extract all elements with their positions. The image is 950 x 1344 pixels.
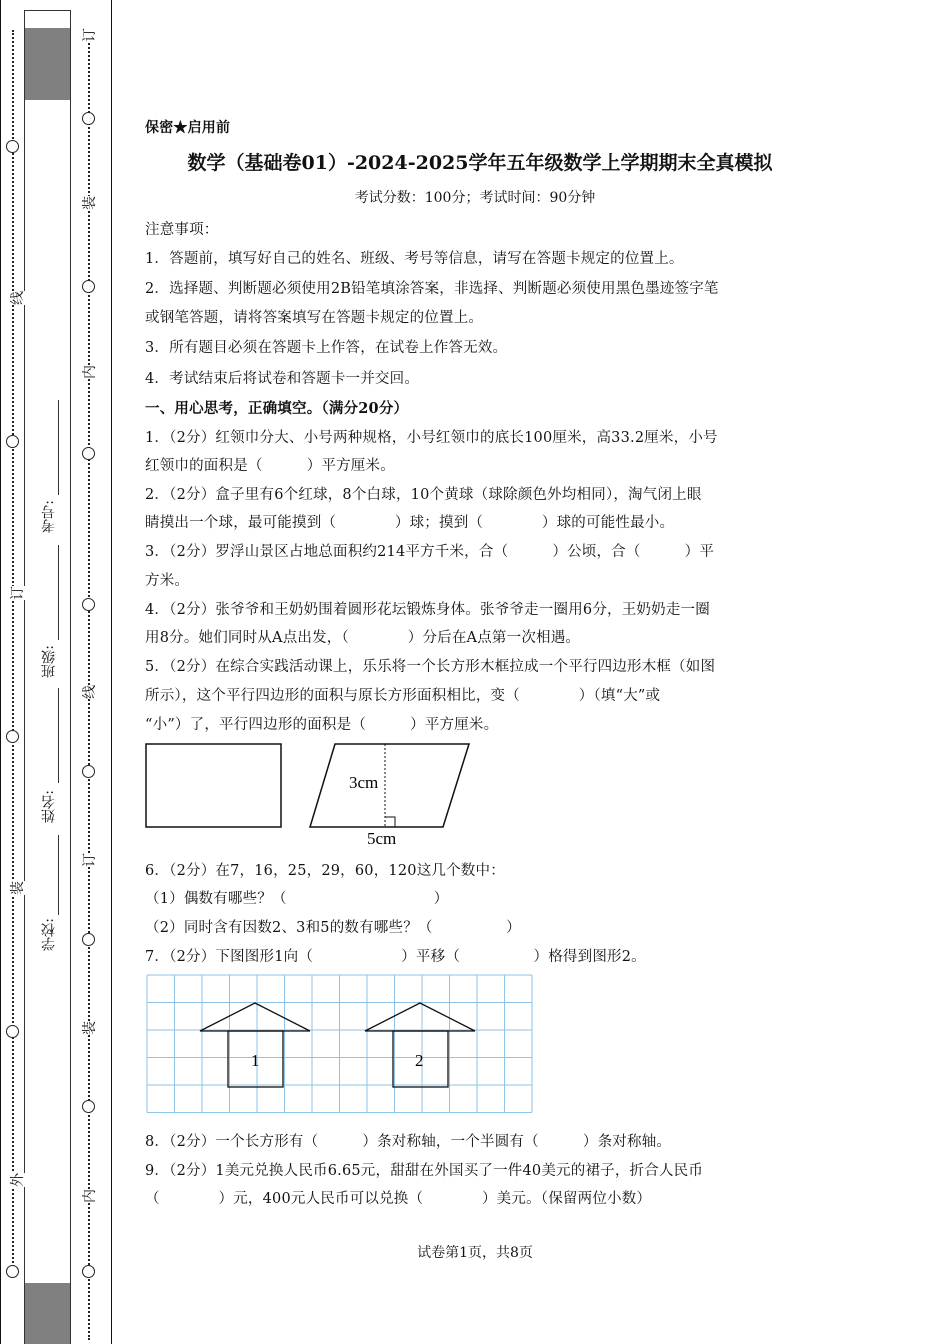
shape-1 [200,1003,310,1087]
question-1-line-2: 红领巾的面积是（ ）平方厘米。 [145,458,395,474]
shape-1-label: 1 [251,1051,260,1070]
question-1-line-1: 1．（2分）红领巾分大、小号两种规格，小号红领巾的底长100厘米，高33.2厘米，小号 [145,430,718,446]
shape-2 [365,1003,475,1087]
translation-grid-figure [145,973,535,1118]
note-item: 3．所有题目必须在答题卡上作答，在试卷上作答无效。 [145,340,508,356]
question-4-line-2: 用8分。她们同时从A点出发，（ ）分后在A点第一次相遇。 [145,630,581,646]
question-4-line-1: 4．（2分）张爷爷和王奶奶围着圆形花坛锻炼身体。张爷爷走一圈用6分，王奶奶走一圈 [145,602,710,618]
binding-gray-bottom [25,1283,70,1344]
shape-1-roof [200,1003,310,1031]
question-8-line-1: 8．（2分）一个长方形有（ ）条对称轴，一个半圆有（ ）条对称轴。 [145,1134,672,1150]
height-label: 3cm [349,773,379,792]
binding-hole-icon [82,765,95,778]
right-angle-mark [385,817,395,827]
binding-char-nei-inner-2: 内 [79,1189,99,1203]
outer-dotted-line [12,30,14,1270]
note-item: 或钢笔答题，请将答案填写在答题卡规定的位置上。 [145,310,484,326]
binding-top-line [24,10,70,11]
binding-char-xian: 线 [7,291,27,305]
binding-hole-icon [6,435,19,448]
question-9-line-2: （ ）元，400元人民币可以兑换（ ）美元。（保留两位小数） [145,1191,652,1207]
binding-char-zhuang: 装 [7,881,27,895]
binding-hole-icon [82,1265,95,1278]
question-2-line-1: 2．（2分）盒子里有6个红球，8个白球，10个黄球（球除颜色外均相同），淘气闭上眼 [145,487,702,503]
class-field[interactable] [58,545,59,640]
binding-char-xian-inner: 线 [79,685,99,699]
binding-inner-line-1 [24,10,25,1344]
shape-2-roof [365,1003,475,1031]
question-9-line-1: 9．（2分）1美元兑换人民币6.65元，甜甜在外国买了一件40美元的裙子，折合人民币 [145,1163,704,1179]
binding-margin [0,0,115,1344]
binding-hole-icon [6,1025,19,1038]
section-heading: 一、用心思考，正确填空。（满分20分） [145,400,409,417]
binding-hole-icon [82,1100,95,1113]
grid-lines [147,975,532,1113]
note-item: 4．考试结束后将试卷和答题卡一并交回。 [145,371,420,387]
question-7-line-1: 7．（2分）下图图形1向（ ）平移（ ）格得到图形2。 [145,949,646,965]
question-6-line-2: （1）偶数有哪些？（ ） [145,891,449,907]
binding-hole-icon [82,598,95,611]
binding-hole-icon [82,280,95,293]
rectangle-shape [146,744,281,827]
binding-char-nei-inner: 内 [79,365,99,379]
exam-number-field[interactable] [58,400,59,495]
class-label: 班级: [41,645,57,678]
name-field[interactable] [58,688,59,783]
binding-frame-left [0,0,1,1344]
school-field[interactable] [58,835,59,915]
base-label: 5cm [367,829,397,848]
exam-number-label: 考号: [41,500,57,533]
question-5-line-1: 5．（2分）在综合实践活动课上，乐乐将一个长方形木框拉成一个平行四边形木框（如图 [145,659,716,675]
confidential-mark: 保密★启用前 [145,120,231,136]
binding-char-wai: 外 [7,1173,27,1187]
question-6-line-3: （2）同时含有因数2、3和5的数有哪些？（ ） [145,920,521,936]
binding-hole-icon [6,140,19,153]
name-label: 姓名: [41,790,57,823]
shape-2-label: 2 [415,1051,424,1070]
page-footer: 试卷第1页，共8页 [417,1245,533,1261]
rectangle-parallelogram-figure [145,740,475,850]
parallelogram-shape [310,744,469,827]
notes-heading: 注意事项： [145,222,219,238]
binding-hole-icon [6,1265,19,1278]
binding-char-ding-inner: 订 [79,28,99,42]
school-label: 学校: [41,918,57,951]
binding-char-ding: 订 [7,586,27,600]
page-title: 数学（基础卷01）-2024-2025学年五年级数学上学期期末全真模拟 [187,152,773,174]
binding-inner-line-2 [70,10,71,1344]
question-2-line-2: 睛摸出一个球，最可能摸到（ ）球；摸到（ ）球的可能性最小。 [145,515,675,531]
binding-char-ding-inner-2: 订 [79,853,99,867]
question-3-line-2: 方米。 [145,573,190,589]
binding-gray-top [25,28,70,100]
binding-hole-icon [82,447,95,460]
question-5-line-2: 所示），这个平行四边形的面积与原长方形面积相比，变（ ）（填“大”或 [145,688,661,704]
question-3-line-1: 3．（2分）罗浮山景区占地总面积约214平方千米，合（ ）公顷，合（ ）平 [145,544,715,560]
binding-hole-icon [82,933,95,946]
note-item: 1．答题前，填写好自己的姓名、班级、考号等信息，请写在答题卡规定的位置上。 [145,251,684,267]
binding-frame-right [111,0,112,1344]
question-6-line-1: 6．（2分）在7，16，25，29，60，120这几个数中： [145,863,505,879]
question-5-line-3: “小”）了，平行四边形的面积是（ ）平方厘米。 [145,717,499,733]
note-item: 2．选择题、判断题必须使用2B铅笔填涂答案，非选择、判断题必须使用黑色墨迹签字笔 [145,281,719,297]
binding-char-zhuang-inner-2: 装 [79,1021,99,1035]
binding-hole-icon [6,730,19,743]
exam-info: 考试分数：100分；考试时间：90分钟 [354,190,596,206]
binding-hole-icon [82,112,95,125]
binding-char-zhuang-inner: 装 [79,196,99,210]
